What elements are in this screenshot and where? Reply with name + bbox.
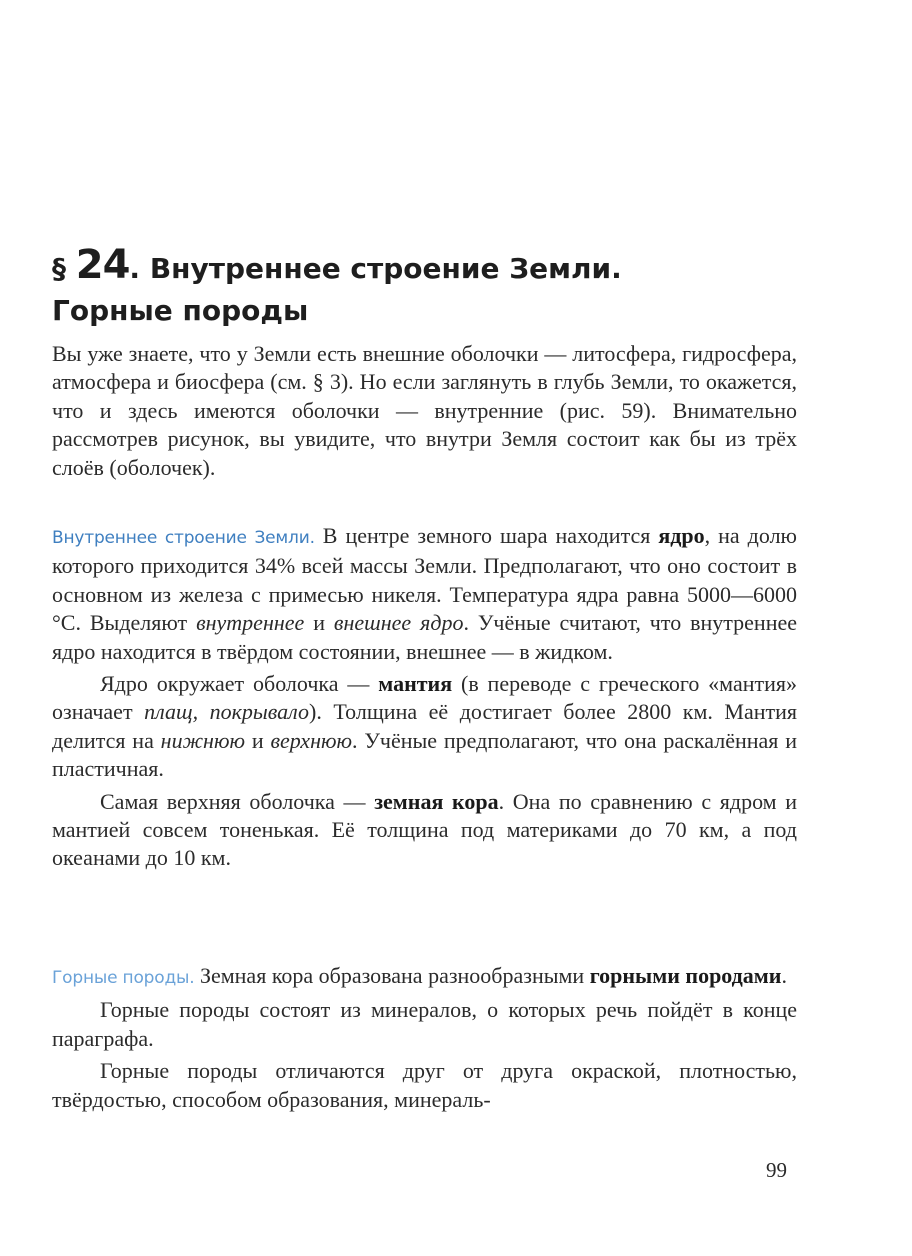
term-lower: нижнюю xyxy=(160,727,245,753)
section-number: 24 xyxy=(75,242,130,288)
intro-block xyxy=(52,340,797,482)
term-mantle: мантия xyxy=(378,671,453,697)
run-head-inner-structure: Внутреннее строение Земли. xyxy=(52,528,315,548)
term-core: ядро xyxy=(658,523,705,548)
page-number: 99 xyxy=(766,1158,787,1182)
term-cloak: плащ, покрывало xyxy=(144,699,310,725)
intro-paragraph: Вы уже знаете, что у Земли есть внешние оболочки — литосфера, гидросфера, атмосфера и биосфера (см. § 3). Но если заглянуть в глубь Земли, то окажется, что и здесь имеются оболочки — внутренние (рис. 59). Внимательно рассмотрев рисунок, вы увидите, что внутри Земля состоит как бы из трёх слоёв (оболочек). xyxy=(52,341,797,480)
section-mark: § xyxy=(52,252,66,285)
section1-paragraph-1: Внутреннее строение Земли. В центре земного шара находится ядро, на долю которого приходится 34% всей массы Земли. Предполагают, что оно состоит в основном из железа с примесью никеля. Температура ядра равна 5000—6000 °С. Выделяют внутреннее и внешнее ядро. Учёные считают, что внутреннее ядро находится в твёрдом состоянии, внешнее — в жидком. xyxy=(52,523,797,664)
term-upper: верхнюю xyxy=(270,727,353,753)
heading-line-1: § 24. Внутреннее строение Земли. xyxy=(52,242,622,288)
section1-paragraph-2: Ядро окружает оболочка — мантия (в переводе с греческого «мантия» означает плащ, покрывало). Толщина её достигает более 2800 км. Мантия делится на нижнюю и верхнюю. Учёные предполагают, что она раскалённая и пластичная. xyxy=(52,671,797,782)
term-crust: земная кора xyxy=(374,788,499,814)
run-head-rocks: Горные породы. xyxy=(52,968,195,988)
term-inner-core: внутреннее xyxy=(196,610,305,636)
section2-paragraph-3: Горные породы отличаются друг от друга окраской, плотностью, твёрдостью, способом образования, минераль- xyxy=(52,1058,797,1112)
section2-paragraph-2: Горные породы состоят из минералов, о которых речь пойдёт в конце параграфа. xyxy=(52,997,797,1051)
term-rocks: горными породами xyxy=(589,963,782,988)
paragraph-heading xyxy=(52,244,812,332)
section2-paragraph-1: Горные породы. Земная кора образована разнообразными горными породами. xyxy=(52,963,787,988)
section-inner-structure xyxy=(52,522,797,873)
heading-title-line2: Горные породы xyxy=(52,294,309,327)
term-outer-core: внешнее ядро xyxy=(333,610,464,636)
section1-paragraph-3: Самая верхняя оболочка — земная кора. Она по сравнению с ядром и мантией совсем тоненькая. Её толщина под материками до 70 км, а под океанами до 10 км. xyxy=(52,788,797,871)
section-rocks xyxy=(52,962,797,1114)
heading-title-line1: Внутреннее строение Земли. xyxy=(149,252,622,285)
